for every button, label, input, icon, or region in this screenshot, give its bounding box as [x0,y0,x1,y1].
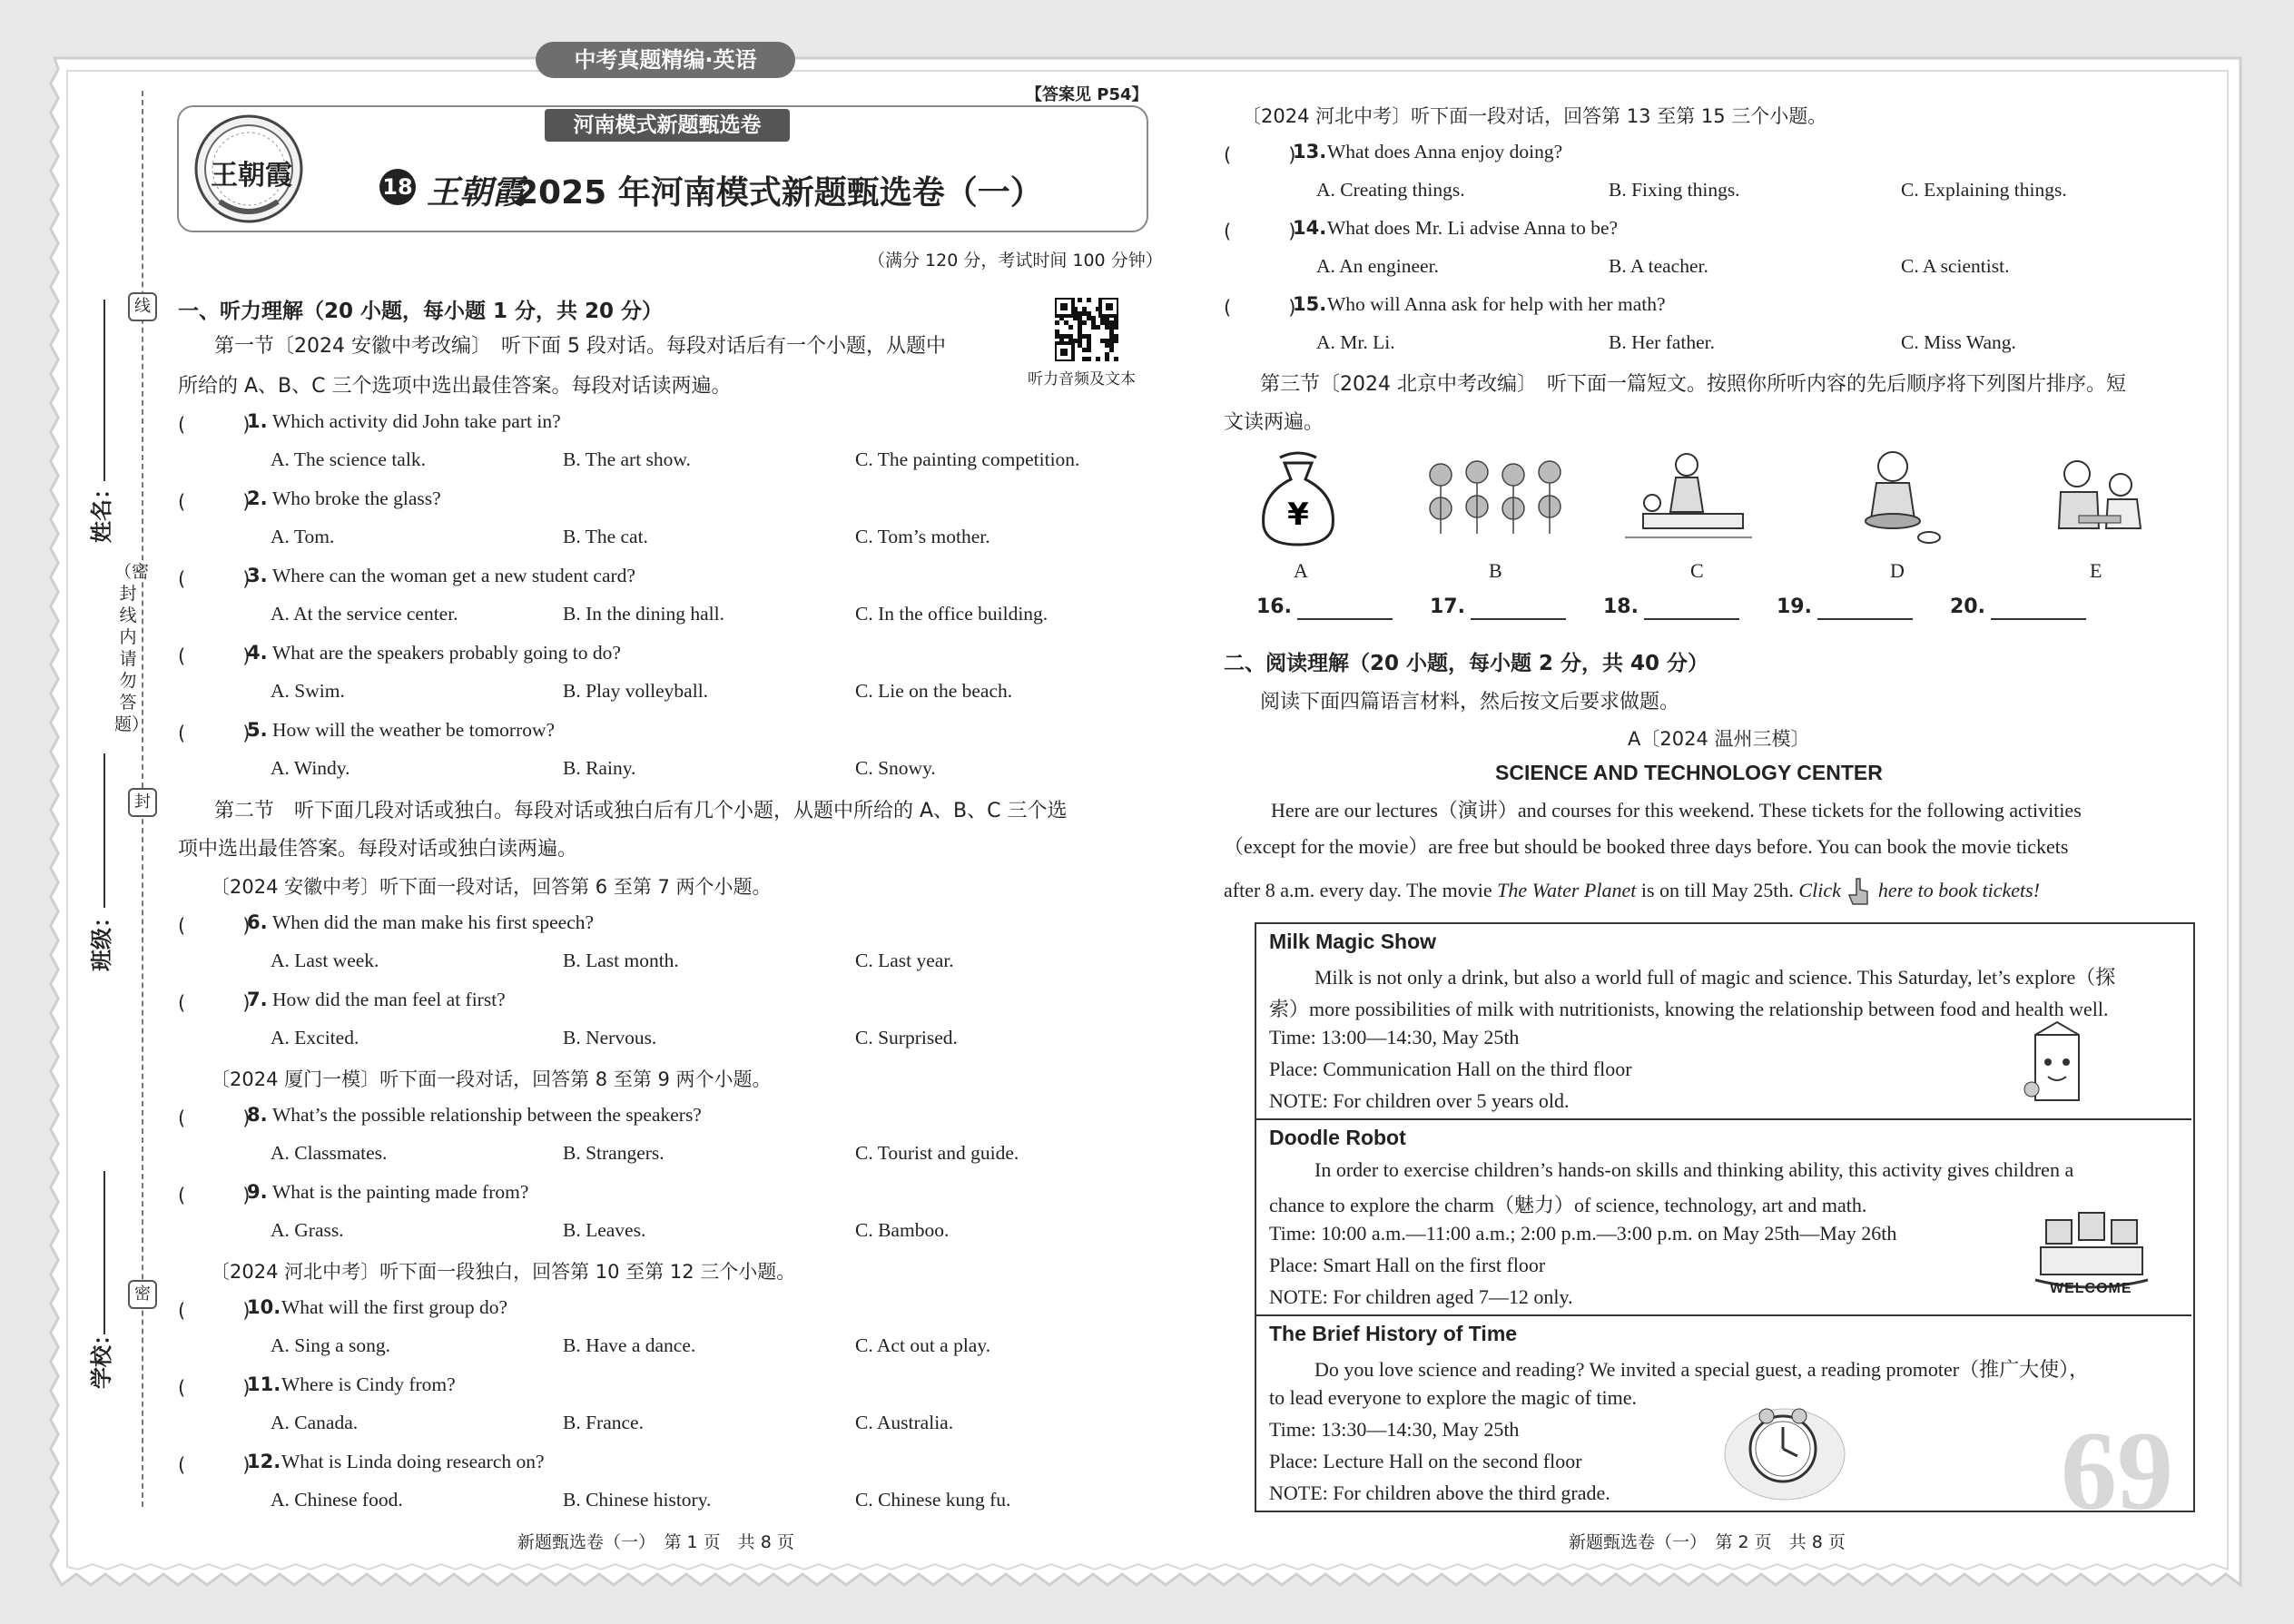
option-c[interactable]: C. In the office building. [855,603,1049,625]
option-a[interactable]: A. Excited. [271,1027,359,1048]
picture-label: D [1890,559,1905,582]
question-number: 2. [247,487,268,509]
question-text: What is Linda doing research on? [281,1451,545,1472]
answer-paren[interactable]: ( ) [178,1377,251,1399]
option-c[interactable]: C. Chinese kung fu. [855,1489,1011,1511]
activity-line: NOTE: For children above the third grade. [1269,1481,1610,1504]
activity-line: Milk is not only a drink, but also a world full of magic and science. This Saturday, let’s explore（探 [1314,966,2116,989]
question-number: 6. [247,911,268,933]
passage-para-line-3 [1224,877,2040,908]
question-text: Who will Anna ask for help with her math? [1327,293,1666,315]
question-number: 14. [1293,217,1327,239]
source-note-13-15: 〔2024 河北中考〕听下面一段对话，回答第 13 至第 15 三个小题。 [1242,105,1827,127]
option-a[interactable]: A. Sing a song. [271,1334,390,1356]
passage-para-line-2: （except for the movie）are free but should be booked three days before. You can book the movie tickets [1224,835,2069,858]
answer-blank[interactable] [1817,595,1913,620]
option-b[interactable]: B. France. [563,1412,644,1433]
option-a[interactable]: A. At the service center. [271,603,458,625]
option-b[interactable]: B. Nervous. [563,1027,657,1048]
answer-paren[interactable]: ( ) [178,723,251,744]
option-b[interactable]: B. Last month. [563,950,679,971]
source-note-10-12: 〔2024 河北中考〕听下面一段独白，回答第 10 至第 12 三个小题。 [211,1261,796,1283]
activity-line: 索）more possibilities of milk with nutritionists, knowing the relationship between food and health well. [1269,998,2109,1020]
option-c[interactable]: C. A scientist. [1901,255,2010,277]
answer-paren[interactable]: ( ) [178,1185,251,1206]
option-c[interactable]: C. Snowy. [855,757,936,779]
section2-intro: 阅读下面四篇语言材料，然后按文后要求做题。 [1260,691,1680,714]
answer-paren[interactable]: ( ) [178,1454,251,1476]
question-number: 15. [1293,293,1327,315]
order-blank [1950,595,2086,620]
part3-instructions-2: 文读两遍。 [1224,411,1324,434]
option-a[interactable]: A. Chinese food. [271,1489,403,1511]
title-brand: 王朝霞 [427,173,526,212]
option-c[interactable]: C. Surprised. [855,1027,958,1048]
source-note-8-9: 〔2024 厦门一模〕听下面一段对话，回答第 8 至第 9 两个小题。 [211,1068,772,1090]
seal-mark-line: 线 [128,292,157,321]
passage-para-line-1: Here are our lectures（演讲）and courses for this weekend. These tickets for the following activities [1271,799,2082,822]
option-b[interactable]: B. In the dining hall. [563,603,724,625]
option-b[interactable]: B. The art show. [563,448,691,470]
qr-code [1055,298,1118,361]
activity-line: Place: Smart Hall on the first floor [1269,1254,1546,1276]
box-divider-2 [1256,1314,2191,1316]
option-c[interactable]: C. Australia. [855,1412,954,1433]
question-text: What does Mr. Li advise Anna to be? [1327,217,1619,239]
score-info: （满分 120 分，考试时间 100 分钟） [868,251,1163,271]
activity-line: In order to exercise children’s hands-on skills and thinking ability, this activity gives children a [1314,1158,2074,1181]
answer-paren[interactable]: ( ) [178,491,251,513]
question-number: 13. [1293,141,1327,162]
movie-title: The Water Planet [1497,879,1637,902]
option-b[interactable]: B. Have a dance. [563,1334,696,1356]
answer-paren[interactable]: ( ) [178,1300,251,1322]
picture-label: B [1489,559,1502,582]
blank-number: 18. [1603,595,1639,618]
name-field-line[interactable] [103,300,105,481]
answer-paren[interactable]: ( ) [1224,297,1296,319]
box-divider-1 [1256,1118,2191,1120]
clock-illustration [1721,1403,1846,1501]
answer-blank[interactable] [1471,595,1566,620]
activity-line: NOTE: For children aged 7—12 only. [1269,1285,1573,1308]
question-text: Where is Cindy from? [281,1373,456,1395]
question-text: Where can the woman get a new student card? [272,565,635,586]
part3-instructions-1: 第三节〔2024 北京中考改编〕 听下面一篇短文。按照你所听内容的先后顺序将下列图片排序。短 [1260,373,2126,396]
blank-number: 16. [1256,595,1292,618]
question-text: When did the man make his first speech? [272,911,595,933]
answer-paren[interactable]: ( ) [178,645,251,667]
option-c[interactable]: C. The painting competition. [855,448,1080,470]
qr-caption: 听力音频及文本 [1028,370,1136,389]
passage-title: SCIENCE AND TECHNOLOGY CENTER [1495,761,1883,784]
answer-paren[interactable]: ( ) [178,992,251,1014]
option-a[interactable]: A. An engineer. [1316,255,1439,277]
seal-note: （密封线内请勿答题） [114,562,150,734]
school-field-label: 学校： [89,1324,114,1389]
class-field-label: 班级： [89,906,114,971]
activity-title: The Brief History of Time [1269,1322,1518,1345]
question-text: What will the first group do? [281,1296,507,1318]
picture-label: E [2090,559,2102,582]
option-b[interactable]: B. Strangers. [563,1142,665,1164]
svg-text:¥: ¥ [1287,497,1309,533]
order-blank [1256,595,1393,620]
option-b[interactable]: B. A teacher. [1609,255,1708,277]
answer-ref: 【答案见 P54】 [1026,85,1148,104]
blank-number: 20. [1950,595,1985,618]
answer-paren[interactable]: ( ) [178,568,251,590]
part2-instructions-2: 项中选出最佳答案。每段对话或独白读两遍。 [178,838,578,861]
option-a[interactable]: A. Windy. [271,757,350,779]
activity-line: Place: Lecture Hall on the second floor [1269,1450,1582,1472]
answer-blank[interactable] [1644,595,1739,620]
option-b[interactable]: B. Leaves. [563,1219,646,1241]
section1-heading: 一、听力理解（20 小题，每小题 1 分，共 20 分） [178,300,664,323]
question-number: 8. [247,1104,268,1126]
option-b[interactable]: B. Her father. [1609,331,1716,353]
option-c[interactable]: C. Miss Wang. [1901,331,2016,353]
activity-line: Time: 13:30—14:30, May 25th [1269,1418,1520,1441]
activity-title: Milk Magic Show [1269,930,1437,953]
seal-mark-seal: 封 [128,788,157,817]
question-number: 1. [247,410,268,432]
question-number: 7. [247,989,268,1010]
option-b[interactable]: B. Chinese history. [563,1489,712,1511]
option-a[interactable]: A. Swim. [271,680,345,702]
option-c[interactable]: C. Bamboo. [855,1219,950,1241]
picture-d-cooking [1838,443,1947,552]
picture-c-people [1616,447,1761,546]
answer-paren[interactable]: ( ) [178,1107,251,1129]
picture-a-money-bag [1253,445,1344,549]
option-b[interactable]: B. Fixing things. [1609,179,1740,201]
passage-label: A〔2024 温州三模〕 [1628,728,1810,750]
welcome-sign: WELCOME [2050,1281,2132,1296]
book-tab: 中考真题精编·英语 [536,42,795,78]
name-field-label: 姓名： [89,477,114,543]
question-number: 11. [247,1373,281,1395]
milk-carton-illustration [2021,1017,2093,1107]
answer-paren[interactable]: ( ) [178,915,251,937]
option-c[interactable]: C. Tom’s mother. [855,526,990,547]
activity-line: Do you love science and reading? We invited a special guest, a reading promoter（推广大使）， [1314,1358,2090,1381]
option-a[interactable]: A. Last week. [271,950,379,971]
answer-paren[interactable]: ( ) [178,414,251,436]
activity-line: NOTE: For children over 5 years old. [1269,1089,1570,1112]
option-a[interactable]: A. Tom. [271,526,335,547]
option-a[interactable]: A. Classmates. [271,1142,388,1164]
activity-line: to lead everyone to explore the magic of time. [1269,1386,1638,1409]
cursor-hand-icon[interactable] [1846,877,1873,908]
book-tickets-link[interactable]: here to book tickets! [1877,879,2041,902]
footer-right: 新题甄选卷（一） 第 2 页 共 8 页 [1569,1532,1846,1552]
question-text: What does Anna enjoy doing? [1327,141,1563,162]
option-a[interactable]: A. Grass. [271,1219,344,1241]
activity-line: Time: 10:00 a.m.—11:00 a.m.; 2:00 p.m.—3:00 p.m. on May 25th—May 26th [1269,1222,1897,1245]
footer-left: 新题甄选卷（一） 第 1 页 共 8 页 [517,1532,794,1552]
answer-blank[interactable] [1297,595,1393,620]
page-title: 2025 年河南模式新题甄选卷（一） [516,174,1043,212]
part2-instructions-1: 第二节 听下面几段对话或独白。每段对话或独白后有几个小题，从题中所给的 A、B、C 三个选 [214,800,1068,822]
question-text: What’s the possible relationship between the speakers? [272,1104,702,1126]
activity-line: chance to explore the charm（魅力）of science, technology, art and math. [1269,1194,1867,1216]
option-b[interactable]: B. The cat. [563,526,648,547]
question-number: 3. [247,565,268,586]
activity-line: Place: Communication Hall on the third floor [1269,1058,1632,1080]
picture-e-mother-child [2043,448,2161,544]
option-c[interactable]: C. Tourist and guide. [855,1142,1019,1164]
class-field-line[interactable] [103,753,105,908]
question-text: How did the man feel at first? [272,989,506,1010]
option-a[interactable]: A. Canada. [271,1412,359,1433]
picture-b-plants [1421,452,1570,538]
source-note-6-7: 〔2024 安徽中考〕听下面一段对话，回答第 6 至第 7 两个小题。 [211,876,772,898]
option-a[interactable]: A. Mr. Li. [1316,331,1395,353]
seal-mark-secret: 密 [128,1280,157,1309]
section2-heading: 二、阅读理解（20 小题，每小题 2 分，共 40 分） [1224,652,1709,675]
question-number: 12. [247,1451,281,1472]
blank-number: 17. [1430,595,1465,618]
picture-label: A [1294,559,1308,582]
question-number: 4. [247,642,268,664]
passage-text: is on till May 25th. [1636,879,1799,902]
option-c[interactable]: C. Explaining things. [1901,179,2067,201]
option-a[interactable]: A. The science talk. [271,448,426,470]
click-link[interactable]: Click [1798,879,1841,902]
blank-number: 19. [1777,595,1812,618]
answer-paren[interactable]: ( ) [1224,144,1296,166]
school-field-line[interactable] [103,1171,105,1334]
passage-text: after 8 a.m. every day. The movie [1224,879,1498,902]
option-c[interactable]: C. Lie on the beach. [855,680,1013,702]
order-blank [1603,595,1739,620]
option-b[interactable]: B. Play volleyball. [563,680,709,702]
question-text: Which activity did John take part in? [272,410,561,432]
question-number: 5. [247,719,268,741]
option-c[interactable]: C. Act out a play. [855,1334,991,1356]
brand-seal-text: 王朝霞 [211,160,292,192]
order-blank [1430,595,1566,620]
activity-title: Doodle Robot [1269,1126,1406,1149]
question-text: How will the weather be tomorrow? [272,719,556,741]
question-text: What is the painting made from? [272,1181,529,1203]
series-tab: 河南模式新题甄选卷 [545,109,790,142]
picture-label: C [1690,559,1704,582]
answer-paren[interactable]: ( ) [1224,221,1296,242]
part1-instructions-1: 第一节〔2024 安徽中考改编〕 听下面 5 段对话。每段对话后有一个小题，从题中 [214,335,946,358]
answer-blank[interactable] [1991,595,2086,620]
option-a[interactable]: A. Creating things. [1316,179,1465,201]
title-number-badge: 18 [379,169,416,205]
part1-instructions-2: 所给的 A、B、C 三个选项中选出最佳答案。每段对话读两遍。 [178,375,732,398]
option-c[interactable]: C. Last year. [855,950,954,971]
order-blank [1777,595,1913,620]
page-number: 69 [2061,1409,2173,1533]
question-text: What are the speakers probably going to do? [272,642,621,664]
question-text: Who broke the glass? [272,487,441,509]
activity-line: Time: 13:00—14:30, May 25th [1269,1026,1520,1048]
option-b[interactable]: B. Rainy. [563,757,636,779]
question-number: 10. [247,1296,281,1318]
question-number: 9. [247,1181,268,1203]
